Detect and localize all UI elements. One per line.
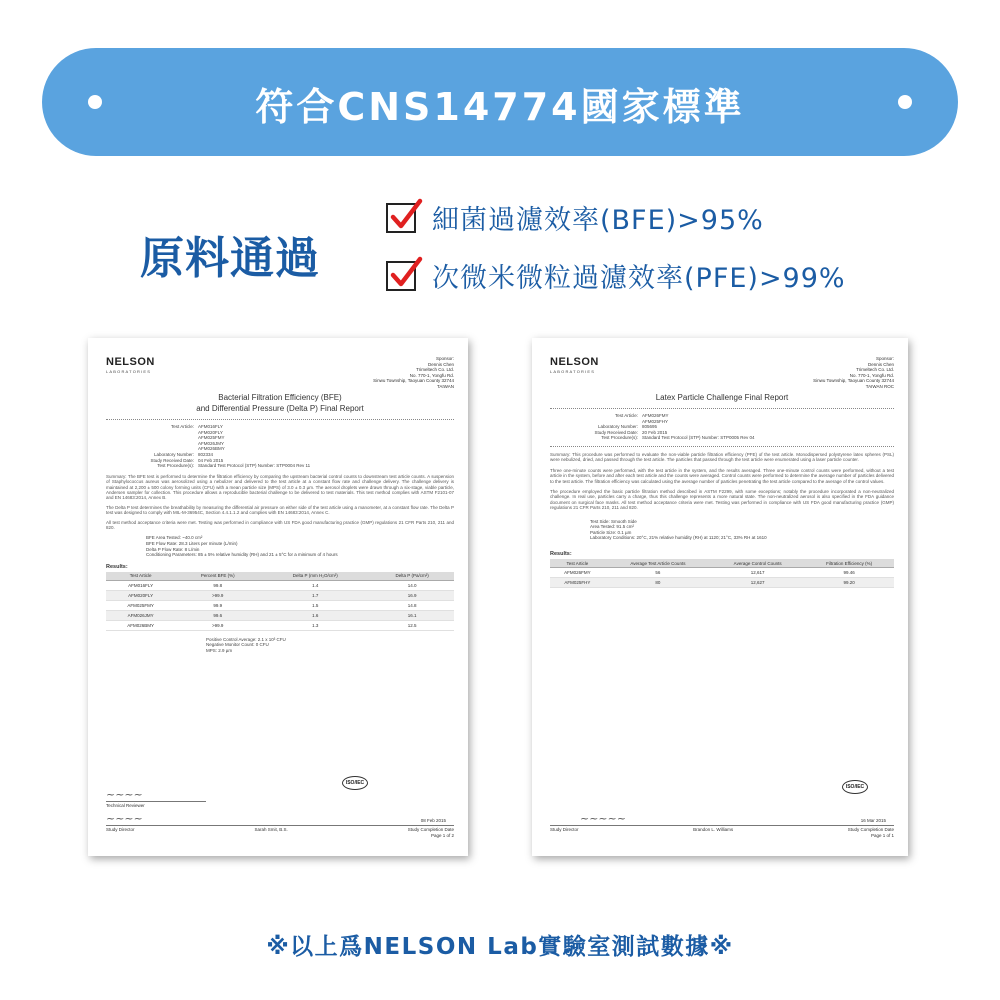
table-row: AFM026FMY 56 12,617 99.46 [550,568,894,578]
checkbox-checked-icon [386,203,416,233]
table-row: AFM025FHY 80 12,627 99.20 [550,578,894,588]
results-heading: Results: [550,551,572,557]
table-row: AFM016FLY 99.8 1.4 14.0 [106,580,454,590]
sponsor-block: Sponsor: Dennis Chen Trimeltech Co. Ltd. No. 770-1, Yongfu Rd. Sinwu Township, Taoyuan County 32744 TAIWAN ROC [813,356,894,389]
astm-paragraph: The procedure employed the basic particle filtration method described in ASTM F2299, with some exceptions; notably the procedure incorporated a non-neutralized challenge. In real use, particles carry a charge, thus this challenge represents a more natural state. The non-neutralized aerosol is also specified in the FDA guidance document on surgical face masks. All test method acceptance criteria were met. Testing was performed in compliance with US FDA good manufacturing practice (GMP) regulations 21 CFR Parts 210, 211 and 820. [550,489,894,511]
check-label-bfe: 細菌過濾效率(BFE)>95% [432,205,764,236]
director-signature: ~~~~~ [580,812,627,825]
counts-paragraph: Three one-minute counts were performed, with the test article in the system, and the results averaged. Three one-minute control counts were performed, without a test article in the system, before and after each test article and the counts were averaged. Control counts were performed to determine the average number of particles delivered to the test article. The filtration efficiency was calculated using the average number of particles penetrating the test article compared to the average of the control values. [550,467,894,484]
nelson-logo: NELSON LABORATORIES [550,356,599,374]
report-meta: Test Article: AFM026FMY AFM025FHY Laboratory Number: 805695 Study Received Date: 20 Feb 2015 Test Procedure(s): Standard Test Protocol (STP) Number: STP0005 Rev 04 [594,413,755,441]
gmp-paragraph: All test method acceptance criteria were met. Testing was performed in compliance with US FDA good manufacturing practice (GMP) regulations 21 CFR Parts 210, 211 and 820. [106,519,454,530]
bfe-report-document [88,338,468,856]
results-table: Test Article Average Test Article Counts Average Control Counts Filtration Efficiency (%) AFM026FMY 56 12,617 99.46 AFM025FHY 80 12,627 99.20 [550,559,894,588]
accreditation-seal: ISO/IEC [342,776,368,790]
sponsor-block: Sponsor: Dennis Chen Trimeltech Co. Ltd. No. 770-1, Yongfu Rd. Sinwu Township, Taoyuan County 32744 TAIWAN [373,356,454,389]
table-row: AFM026BMY >99.9 1.3 12.5 [106,620,454,630]
signature-block: ~~~~ Technical Reviewer ~~~~ Study Director Sarah Smit, B.S. Study Completion Date 08 Feb 2015 Page 1 of 2 [106,788,454,838]
reviewer-signature: ~~~~ [106,788,143,801]
results-table: Test Article Percent BFE (%) Delta P (mm H₂O/cm²) Delta P (Pa/cm²) AFM016FLY 99.8 1.4 14.0 AFM020FLY >99.9 1.7 16.9 AFM025FMY 99.9 1.5 14.8 AFM026JMY 99.6 1.6 16.1 AFM026BMY >99.9 1.3 12.5 [106,572,454,631]
checkbox-checked-icon [386,261,416,291]
pfe-report-document [532,338,908,856]
title-banner [42,48,958,156]
test-parameters: Test Side: Smooth Side Area Tested: 91.5 cm² Particle Size: 0.1 µm Laboratory Conditions: 20°C, 21% relative humidity (RH) at 1120; 21°C, 33% RH at 1610 [590,518,767,541]
banner-dot-right [898,95,912,109]
test-parameters: BFE Area Tested: ~40.0 cm² BFE Flow Rate: 28.3 Liters per minute (L/min) Delta P Flow Rate: 8 L/min Conditioning Parameters: 85 ± 5% relative humidity (RH) and 21 ± 5°C for a minimum of 4 hours [146,535,338,558]
accreditation-seal: ISO/IEC [842,780,868,794]
report-title: Latex Particle Challenge Final Report [655,393,789,402]
table-row: AFM026JMY 99.6 1.6 16.1 [106,610,454,620]
page-number: Page 1 of 1 [870,833,894,838]
table-row: AFM025FMY 99.9 1.5 14.8 [106,600,454,610]
results-heading: Results: [106,563,128,570]
footnote: ※以上爲NELSON Lab實驗室測試數據※ [266,934,734,960]
director-signature: ~~~~ [106,812,143,825]
report-meta: Test Article: AFM016FLY AFM020FLY AFM025FMY AFM026JMY AFM026BMY Laboratory Number: 802334 Study Received Date: 04 Feb 2015 Test Procedure(s): Standard Test Protocol (STP) Number: STP0004 Rev 11 [150,424,311,469]
report-title: Bacterial Filtration Efficiency (BFE) and Differential Pressure (Delta P) Final Report [196,393,364,413]
control-counts: Positive Control Average: 2.1 x 10³ CFU Negative Monitor Count: 0 CFU MPS: 2.9 µm [206,636,286,653]
check-row-bfe [386,198,764,237]
banner-title: 符合CNS14774國家標準 [255,85,745,129]
summary-paragraph: Summary: The BFE test is performed to determine the filtration efficiency by comparing the upstream bacterial control counts to downstream test article counts. A suspension of Staphylococcus aureus was aerosolized using a nebulizer and delivered to the test article at a constant flow rate and challenge delivery. The challenge delivery is maintained at 2,200 ± 500 colony forming units (CFU) with a mean particle size (MPS) of 3.0 ± 0.3 µm. The aerosol droplets were drawn through a six-stage, viable particle, Andersen sampler for collection. This procedure allows a reproducible bacterial challenge to be delivered to test materials. This test method complies with ASTM F2101-07 and EN 14683:2014, Annex B. [106,473,454,501]
check-label-pfe: 次微米微粒過濾效率(PFE)>99% [432,263,846,294]
table-row: AFM020FLY >99.9 1.7 16.9 [106,590,454,600]
deltap-paragraph: The Delta P test determines the breathability by measuring the differential air pressure on either side of the test article using a manometer, at a constant flow rate. The Delta P test was designed to comply with MIL-M-36954C, Section 4.4.1.1.2 and complies with EN 14683:2014, Annex C. [106,504,454,516]
check-row-pfe [386,256,846,295]
summary-paragraph: Summary: This procedure was performed to evaluate the non-viable particle filtration efficiency (PFE) of the test article. Monodispersed polystyrene latex spheres (PSL) were nebulized, dried, and passed through the test article. The particles that passed through the test article were enumerated using a laser particle counter. [550,451,894,463]
pass-title: 原料通過 [140,233,320,284]
page-number: Page 1 of 2 [430,833,454,838]
signature-block: ~~~~~ Study Director Brandon L. Williams Study Completion Date 16 Mar 2015 Page 1 of 1 [550,812,894,838]
nelson-logo: NELSON LABORATORIES [106,356,155,374]
